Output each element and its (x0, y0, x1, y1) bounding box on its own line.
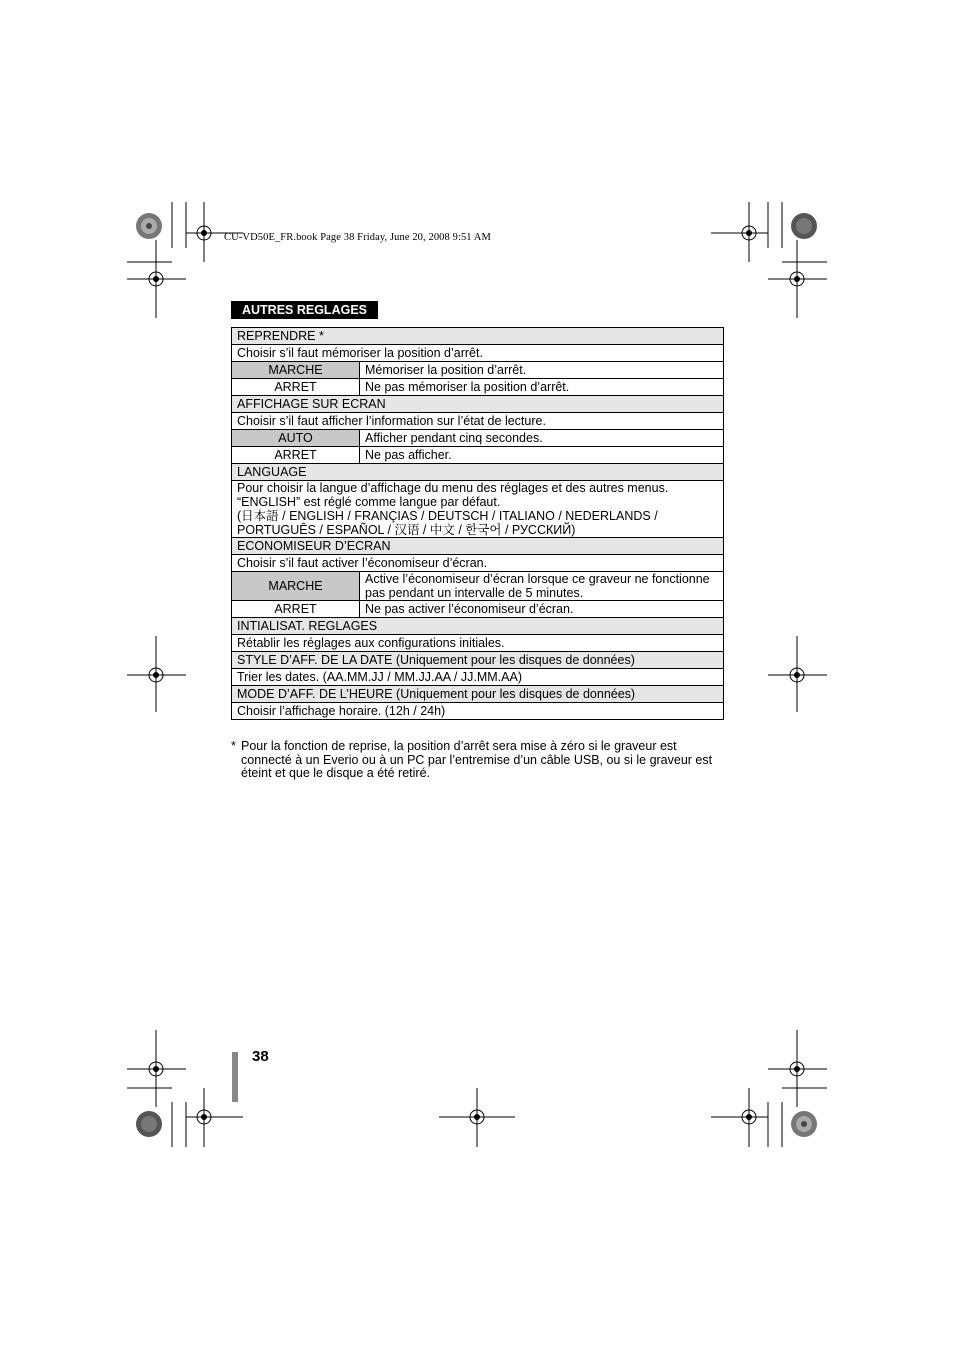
table-row (232, 703, 724, 720)
footnote-marker: * (231, 739, 236, 753)
option-value: Ne pas activer l’économiseur d’écran. (360, 601, 724, 618)
table-row (232, 345, 724, 362)
option-key: AUTO (232, 430, 360, 447)
language-list-line: (日本語 / ENGLISH / FRANÇIAS / DEUTSCH / ITALIANO / NEDERLANDS / (237, 509, 658, 523)
setting-desc-language (232, 481, 724, 538)
setting-title-language: LANGUAGE (232, 464, 724, 481)
setting-desc-mode-heure: Choisir l’affichage horaire. (12h / 24h) (232, 703, 724, 720)
table-row (232, 538, 724, 555)
table-row (232, 618, 724, 635)
option-key: MARCHE (232, 572, 360, 601)
language-list-line: PORTUGUÊS / ESPAÑOL / 汉语 / 中文 / 한국어 / РУССКИЙ) (237, 523, 576, 537)
option-value: Ne pas mémoriser la position d’arrêt. (360, 379, 724, 396)
section-title-badge: AUTRES REGLAGES (231, 301, 378, 319)
table-row (232, 686, 724, 703)
option-key: ARRET (232, 379, 360, 396)
setting-desc-initialisat: Rétablir les réglages aux configurations initiales. (232, 635, 724, 652)
language-desc-line: Pour choisir la langue d’affichage du menu des réglages et des autres menus. (237, 481, 669, 495)
setting-title-style-date: STYLE D’AFF. DE LA DATE (Uniquement pour les disques de données) (232, 652, 724, 669)
setting-desc-economiseur: Choisir s’il faut activer l’économiseur d’écran. (232, 555, 724, 572)
table-row (232, 447, 724, 464)
language-desc-line: “ENGLISH” est réglé comme langue par défaut. (237, 495, 501, 509)
footnote-text: Pour la fonction de reprise, la position d’arrêt sera mise à zéro si le graveur est connecté à un Everio ou à un PC par l’entremise d’un câble USB, ou si le graveur est éteint et que le disque a été retiré. (241, 739, 713, 781)
table-row (232, 362, 724, 379)
table-row (232, 379, 724, 396)
page-side-bar (232, 1052, 238, 1102)
table-row (232, 396, 724, 413)
option-key: ARRET (232, 447, 360, 464)
setting-desc-affichage: Choisir s’il faut afficher l’information sur l’état de lecture. (232, 413, 724, 430)
table-row (232, 481, 724, 538)
option-key: MARCHE (232, 362, 360, 379)
table-row (232, 669, 724, 686)
table-row (232, 635, 724, 652)
table-row (232, 572, 724, 601)
table-row (232, 652, 724, 669)
setting-desc-style-date: Trier les dates. (AA.MM.JJ / MM.JJ.AA / JJ.MM.AA) (232, 669, 724, 686)
settings-table (231, 327, 724, 720)
table-row (232, 328, 724, 345)
setting-title-affichage: AFFICHAGE SUR ECRAN (232, 396, 724, 413)
option-value: Afficher pendant cinq secondes. (360, 430, 724, 447)
table-row (232, 430, 724, 447)
option-value: Ne pas afficher. (360, 447, 724, 464)
footnote (231, 740, 725, 781)
table-row (232, 555, 724, 572)
option-value: Active l’économiseur d’écran lorsque ce graveur ne fonctionne pas pendant un intervalle de 5 minutes. (360, 572, 724, 601)
setting-title-initialisat: INTIALISAT. REGLAGES (232, 618, 724, 635)
setting-title-economiseur: ECONOMISEUR D’ECRAN (232, 538, 724, 555)
setting-title-mode-heure: MODE D’AFF. DE L’HEURE (Uniquement pour les disques de données) (232, 686, 724, 703)
option-value: Mémoriser la position d’arrêt. (360, 362, 724, 379)
page-number: 38 (252, 1048, 269, 1065)
table-row (232, 464, 724, 481)
print-file-header: CU-VD50E_FR.book Page 38 Friday, June 20, 2008 9:51 AM (224, 232, 491, 243)
setting-title-reprendre: REPRENDRE * (232, 328, 724, 345)
setting-desc-reprendre: Choisir s’il faut mémoriser la position d’arrêt. (232, 345, 724, 362)
option-key: ARRET (232, 601, 360, 618)
table-row (232, 413, 724, 430)
table-row (232, 601, 724, 618)
